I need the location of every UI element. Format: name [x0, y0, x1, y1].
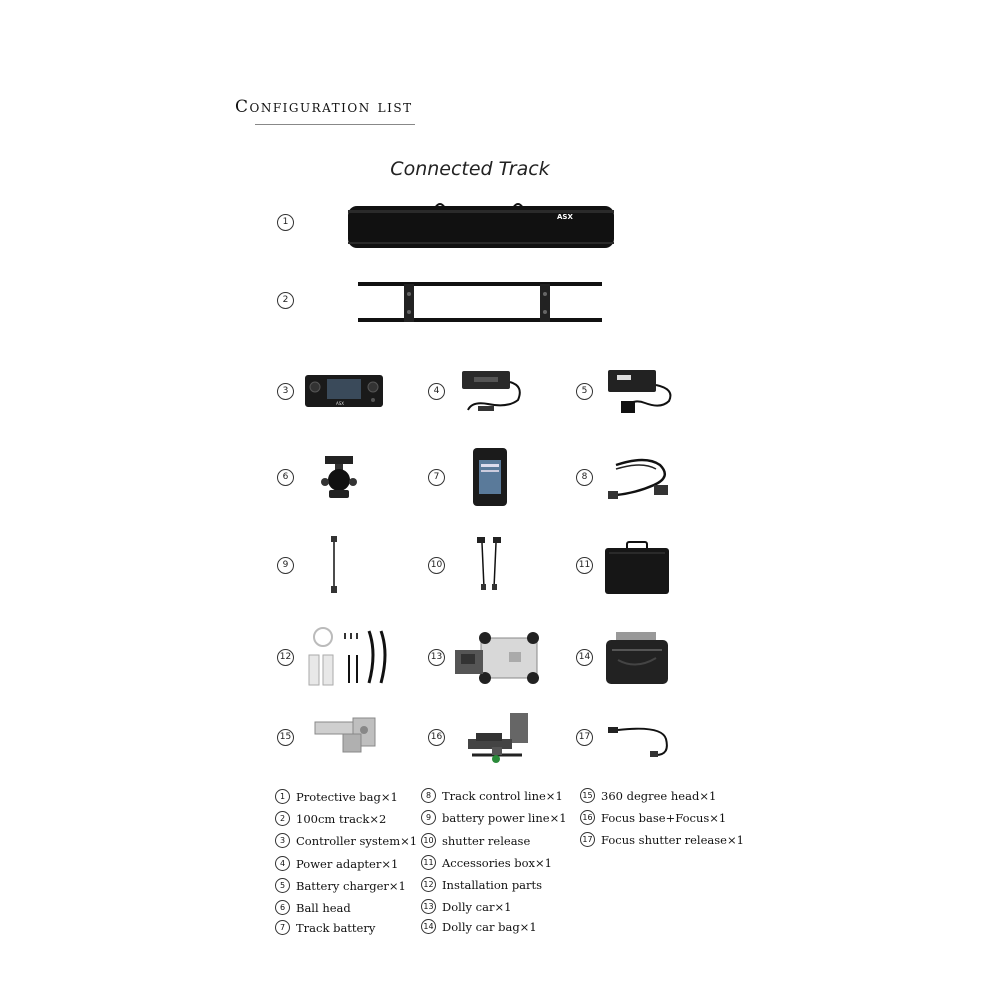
legend-item-4 [275, 856, 398, 871]
legend-number: 2 [275, 811, 290, 826]
legend-item-7 [275, 920, 375, 935]
legend-label: Protective bag×1 [296, 789, 398, 804]
legend-item-2 [275, 811, 386, 826]
legend-label: battery power line×1 [442, 810, 567, 825]
legend-item-15 [580, 788, 716, 803]
legend-item-10 [421, 833, 530, 848]
legend-label: Focus shutter release×1 [601, 832, 744, 847]
focus-shutter-release-image [606, 721, 672, 761]
legend-label: Installation parts [442, 877, 543, 892]
dolly-car-image [451, 630, 547, 688]
legend-number: 8 [421, 788, 436, 803]
section-subtitle: Connected Track [390, 158, 550, 180]
protective-bag-image [345, 198, 617, 254]
item-number-16: 16 [428, 729, 445, 746]
item-number-7: 7 [428, 469, 445, 486]
legend-number: 5 [275, 878, 290, 893]
legend-label: Focus base+Focus×1 [601, 810, 727, 825]
legend-number: 13 [421, 899, 436, 914]
legend-number: 7 [275, 920, 290, 935]
battery-charger-image [605, 367, 677, 419]
track-control-line-image [606, 455, 670, 503]
legend-item-12 [421, 877, 542, 892]
legend-item-13 [421, 899, 511, 914]
title-divider [255, 124, 415, 125]
legend-number: 15 [580, 788, 595, 803]
power-adapter-image [458, 368, 528, 418]
legend-number: 14 [421, 919, 436, 934]
legend-item-9 [421, 810, 567, 825]
legend-label: Accessories box×1 [442, 855, 552, 870]
dolly-car-bag-image [604, 630, 670, 686]
item-number-9: 9 [277, 557, 294, 574]
legend-number: 9 [421, 810, 436, 825]
legend-number: 1 [275, 789, 290, 804]
legend-label: 360 degree head×1 [601, 788, 717, 803]
legend-label: Power adapter×1 [296, 856, 399, 871]
legend-number: 4 [275, 856, 290, 871]
item-number-17: 17 [576, 729, 593, 746]
legend-label: shutter release [442, 833, 531, 848]
item-number-14: 14 [576, 649, 593, 666]
legend-label: Dolly car×1 [442, 899, 512, 914]
360-degree-head-image [313, 714, 379, 758]
accessories-box-image [603, 540, 671, 596]
legend-number: 11 [421, 855, 436, 870]
focus-base-image [462, 711, 532, 767]
track-image [356, 280, 604, 326]
bag-logo: ASX [557, 213, 573, 221]
legend-item-6 [275, 900, 351, 915]
legend-number: 16 [580, 810, 595, 825]
legend-number: 12 [421, 877, 436, 892]
legend-label: Track control line×1 [442, 788, 563, 803]
legend-label: Battery charger×1 [296, 878, 406, 893]
item-number-3: 3 [277, 383, 294, 400]
legend-item-17 [580, 832, 744, 847]
installation-parts-image [303, 623, 393, 691]
legend-label: Ball head [296, 900, 351, 915]
item-number-5: 5 [576, 383, 593, 400]
legend-item-14 [421, 919, 537, 934]
controller-image [303, 373, 385, 409]
legend-label: Track battery [296, 920, 376, 935]
legend-label: Controller system×1 [296, 833, 418, 848]
legend-number: 10 [421, 833, 436, 848]
track-battery-image [471, 446, 509, 508]
item-number-6: 6 [277, 469, 294, 486]
item-number-11: 11 [576, 557, 593, 574]
legend-item-3 [275, 833, 417, 848]
legend-number: 17 [580, 832, 595, 847]
legend-item-5 [275, 878, 406, 893]
legend-item-16 [580, 810, 726, 825]
legend-number: 6 [275, 900, 290, 915]
legend-label: 100cm track×2 [296, 811, 387, 826]
legend-label: Dolly car bag×1 [442, 919, 537, 934]
item-number-2: 2 [277, 292, 294, 309]
legend-item-1 [275, 789, 398, 804]
item-number-4: 4 [428, 383, 445, 400]
item-number-13: 13 [428, 649, 445, 666]
legend-number: 3 [275, 833, 290, 848]
item-number-8: 8 [576, 469, 593, 486]
legend-item-11 [421, 855, 552, 870]
legend-item-8 [421, 788, 563, 803]
ball-head-image [317, 452, 361, 502]
controller-logo: ASX [336, 401, 345, 406]
page-title: Configuration list [235, 97, 413, 117]
shutter-release-image [474, 534, 504, 596]
item-number-10: 10 [428, 557, 445, 574]
item-number-1: 1 [277, 214, 294, 231]
battery-power-line-image [326, 534, 342, 596]
item-number-12: 12 [277, 649, 294, 666]
item-number-15: 15 [277, 729, 294, 746]
